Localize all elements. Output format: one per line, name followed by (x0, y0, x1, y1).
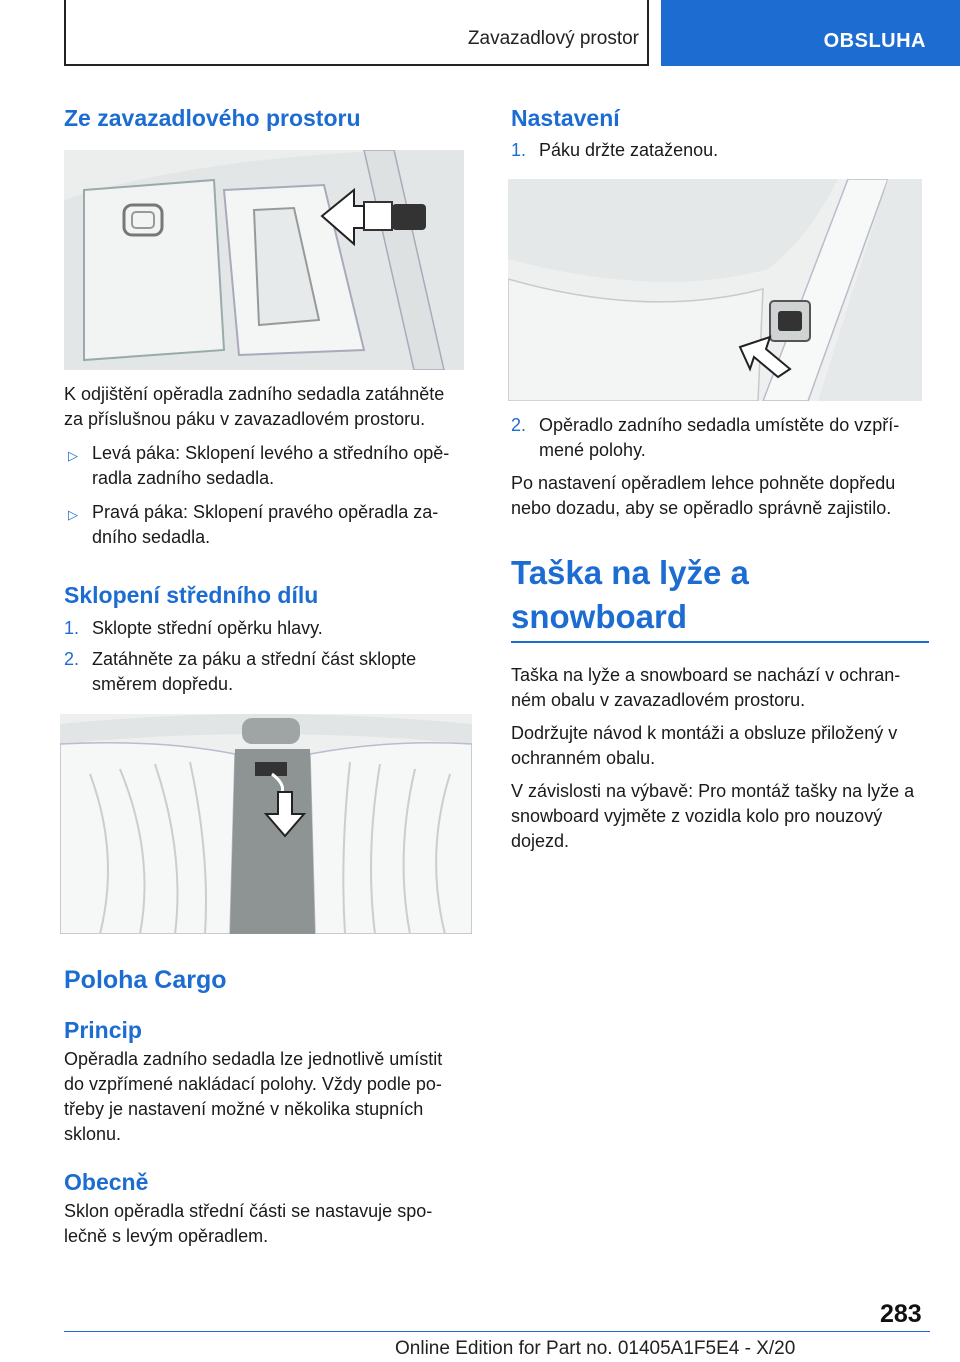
heading-cargo-position: Poloha Cargo (64, 966, 227, 994)
page-number: 283 (880, 1300, 922, 1328)
bullet-right-lever: ▷ Pravá páka: Sklopení pravého opěradla za‐dního sedadla. (68, 502, 439, 547)
general-text: Sklon opěradla střední části se nastavuje spo‐lečně s levým opěradlem. (64, 1201, 433, 1246)
heading-from-trunk: Ze zavazadlového prostoru (64, 105, 361, 131)
heading-general: Obecně (64, 1169, 149, 1195)
ski-bag-text-3: V závislosti na výbavě: Pro montáž tašky na lyže a snowboard vyjměte z vozidla kolo pro nouzový dojezd. (511, 781, 915, 851)
adjust-after-text: Po nastavení opěradlem lehce pohněte dopředu nebo dozadu, aby se opěradlo správně zajistilo. (511, 473, 896, 518)
middle-step-1: 1. Sklopte střední opěrku hlavy. (64, 618, 323, 638)
heading-principle: Princip (64, 1017, 142, 1043)
header-section-title: Zavazadlový prostor (467, 28, 639, 49)
header-section-box (64, 0, 649, 66)
figure-trunk-lever (64, 150, 464, 370)
backrest-lever-illustration (508, 179, 922, 401)
bullet-triangle-icon: ▷ (68, 448, 78, 463)
figure-backrest-lever (508, 179, 922, 401)
adjust-step-1: 1. Páku držte zataženou. (511, 140, 719, 160)
heading-ski-bag: Taška na lyže a snowboard (511, 554, 749, 635)
left-column (64, 100, 464, 1249)
ski-bag-text-1: Taška na lyže a snowboard se nachází v ochran‐ném obalu v zavazadlovém prostoru. (511, 665, 901, 710)
principle-text: Opěradla zadního sedadla lze jednotlivě umístit do vzpřímené nakládací polohy. Vždy podle po‐třeby je nastavení možné v několika stupních sklonu. (64, 1049, 443, 1144)
heading-fold-middle: Sklopení středního dílu (64, 582, 319, 608)
heading-underline (511, 641, 929, 643)
header-chapter-tab (661, 0, 960, 66)
ski-bag-text-2: Dodržujte návod k montáži a obsluze přiložený v ochranném obalu. (511, 723, 898, 768)
footer-rule (64, 1331, 930, 1332)
bullet-triangle-icon: ▷ (68, 507, 78, 522)
trunk-instruction-text: K odjištění opěradla zadního sedadla zatáhněte za příslušnou páku v zavazadlovém prostoru. (64, 384, 445, 429)
adjust-step-2: 2. Opěradlo zadního sedadla umístěte do vzpří‐mené polohy. (511, 415, 900, 460)
heading-adjustment: Nastavení (511, 105, 620, 131)
bullet-left-lever: ▷ Levá páka: Sklopení levého a středního opě‐radla zadního sedadla. (68, 443, 450, 488)
footer-edition: Online Edition for Part no. 01405A1F5E4 - X/20 (395, 1338, 796, 1359)
rear-seat-illustration (60, 714, 472, 934)
figure-rear-seat (60, 714, 472, 934)
trunk-lever-illustration (64, 150, 464, 370)
right-column (511, 100, 929, 854)
middle-step-2: 2. Zatáhněte za páku a střední část sklopte směrem dopředu. (64, 649, 417, 694)
header-chapter-title: OBSLUHA (823, 30, 926, 52)
